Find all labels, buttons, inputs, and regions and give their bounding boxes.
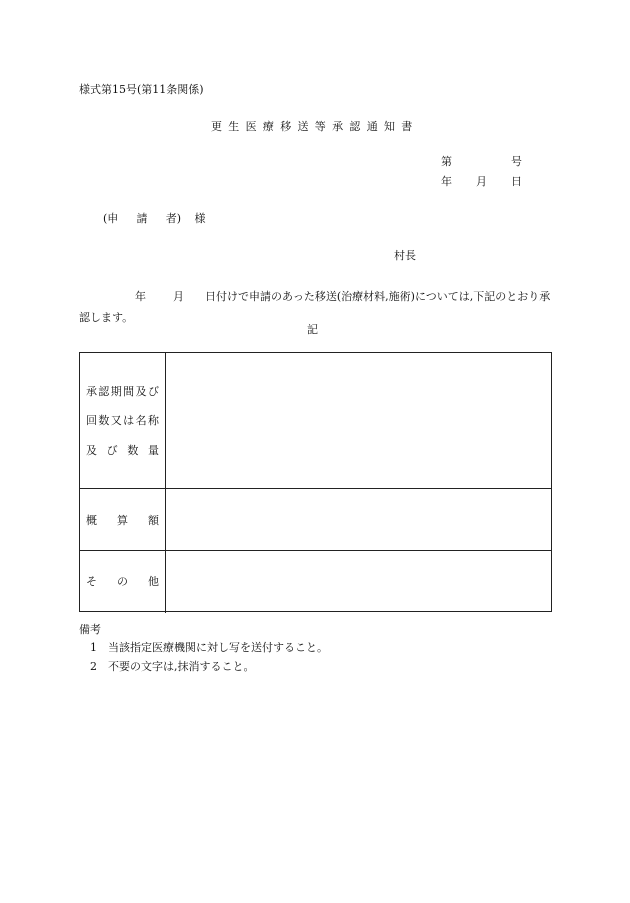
label-char: 及	[135, 385, 147, 398]
approval-label-line-2	[86, 415, 159, 426]
approval-label-line-3	[86, 445, 159, 456]
label-char: 回	[86, 414, 97, 427]
issue-date-year: 年	[441, 175, 452, 188]
body-text	[79, 286, 553, 328]
approval-label-line-1	[86, 386, 159, 397]
label-char: は	[123, 414, 135, 427]
label-char: の	[117, 575, 128, 588]
applicant-char: 者)	[165, 212, 181, 225]
note-number: 2	[90, 660, 97, 673]
note-item	[90, 661, 255, 672]
label-char: 他	[148, 575, 159, 588]
label-char: 承	[86, 385, 97, 398]
body-year: 年	[135, 290, 146, 303]
honorific: 様	[194, 212, 206, 225]
note-item	[90, 642, 328, 653]
table-row-estimate	[80, 488, 551, 551]
other-label	[86, 576, 159, 587]
applicant-label	[103, 213, 181, 224]
issue-number-dai: 第	[441, 155, 452, 168]
label-char: そ	[86, 575, 97, 588]
body-month: 月	[173, 290, 184, 303]
approval-value-cell	[167, 353, 551, 488]
table-row-other	[80, 550, 551, 613]
label-char: 間	[123, 385, 135, 398]
issue-date-month: 月	[476, 175, 487, 188]
estimate-label	[86, 515, 159, 526]
label-char: 算	[117, 514, 128, 527]
label-char: 数	[127, 444, 139, 457]
label-char: 量	[147, 444, 159, 457]
table-row-approval	[80, 353, 551, 488]
label-char: び	[147, 385, 159, 398]
issue-date-day: 日	[511, 175, 522, 188]
label-char: 名	[135, 414, 147, 427]
document-title: 更生医療移送等承認通知書	[211, 120, 419, 133]
addressee	[103, 213, 206, 224]
form-number: 様式第15号(第11条関係)	[79, 83, 204, 96]
issue-number	[441, 156, 522, 167]
sender-mayor: 村長	[394, 249, 416, 262]
label-char: 称	[147, 414, 159, 427]
note-text: 当該指定医療機関に対し写を送付すること。	[108, 641, 328, 654]
note-number: 1	[90, 641, 97, 654]
ki-heading: 記	[307, 323, 318, 336]
other-value-cell	[167, 551, 551, 613]
label-char: び	[106, 444, 118, 457]
notes-heading: 備考	[79, 623, 101, 636]
estimate-value-cell	[167, 489, 551, 551]
estimate-label-cell	[80, 489, 166, 551]
approval-label-cell	[80, 353, 166, 488]
detail-table	[79, 352, 552, 612]
label-char: 期	[110, 385, 122, 398]
issue-date	[441, 176, 522, 187]
body-main-text: 日付けで申請のあった移送(治療材料,施術)については,下記のとおり承認します。	[79, 290, 551, 324]
label-char: 及	[86, 444, 97, 457]
label-char: 額	[148, 514, 159, 527]
applicant-char: 請	[136, 212, 148, 225]
issue-number-go: 号	[511, 155, 522, 168]
label-char: 概	[86, 514, 97, 527]
note-text: 不要の文字は,抹消すること。	[108, 660, 255, 673]
other-label-cell	[80, 551, 166, 613]
label-char: 数	[98, 414, 110, 427]
label-char: 又	[110, 414, 122, 427]
applicant-char: (申	[103, 212, 119, 225]
label-char: 認	[98, 385, 110, 398]
